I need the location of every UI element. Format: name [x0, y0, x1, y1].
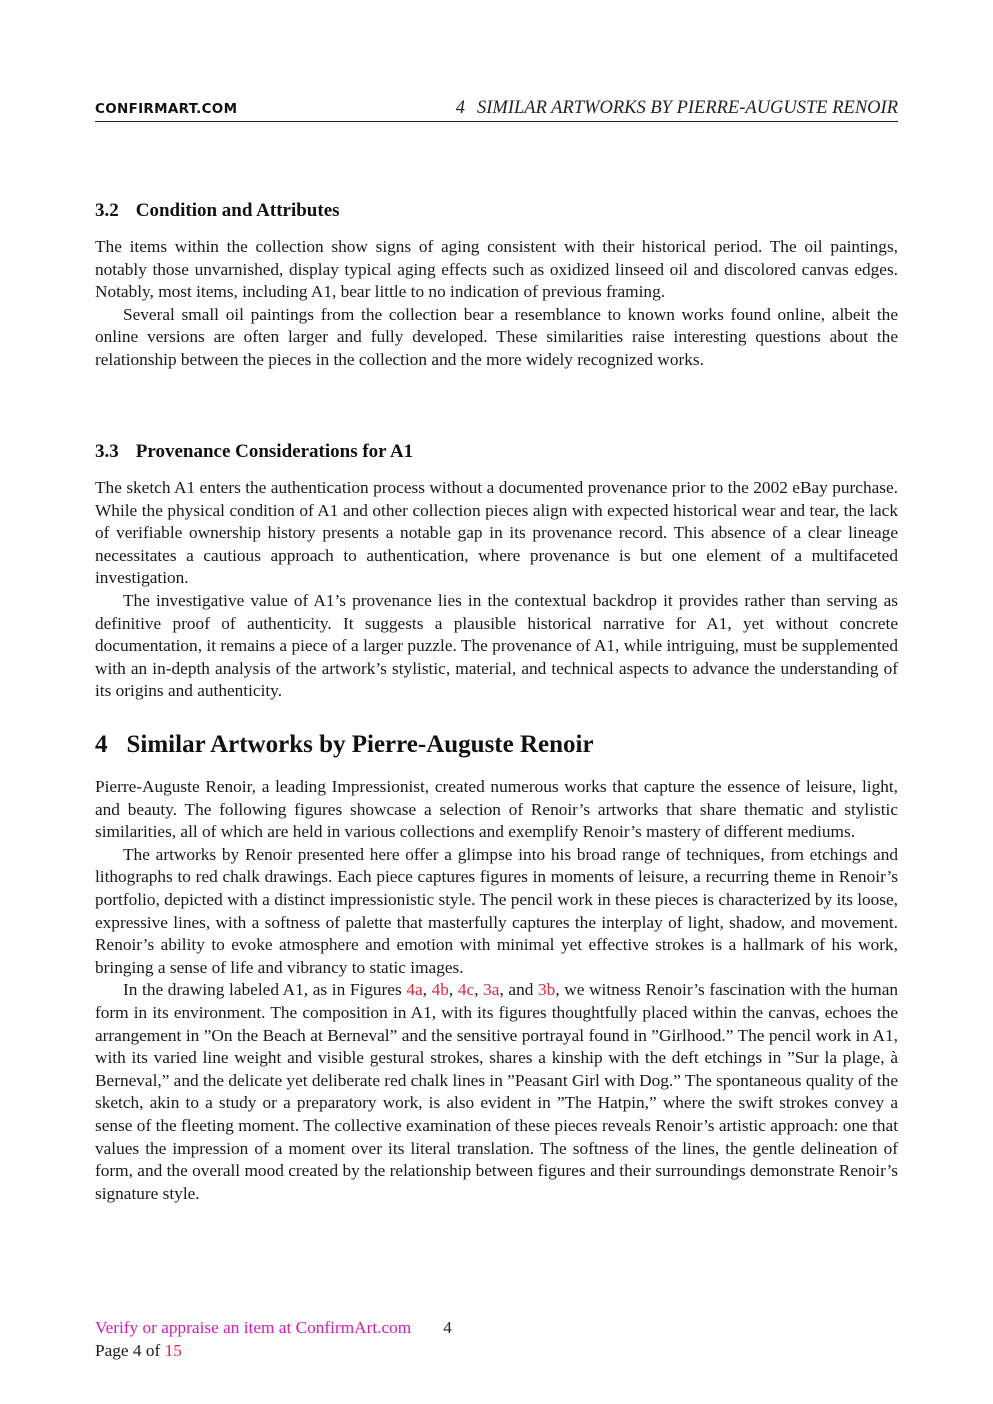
section-title: Provenance Considerations for A1 — [135, 441, 414, 462]
section-number: 3.3 — [95, 441, 119, 462]
confirmart-link[interactable]: Verify or appraise an item at ConfirmArt.com — [95, 1318, 412, 1337]
section-number: 3.2 — [95, 200, 119, 221]
figure-ref-3b[interactable]: 3b — [538, 980, 556, 1000]
brand-logo: CONFIRMART.COM — [95, 101, 238, 117]
running-header-title — [456, 98, 898, 119]
paragraph: Pierre-Auguste Renoir, a leading Impressionist, created numerous works that capture the essence of leisure, light, and beauty. The following figures showcase a selection of Renoir’s artworks that share thematic and stylistic similarities, all of which are held in various collections and exemplify Renoir’s mastery of different mediums. — [95, 777, 898, 842]
figure-ref-3a[interactable]: 3a — [483, 980, 500, 1000]
figure-ref-4c[interactable]: 4c — [457, 980, 475, 1000]
section-title: Similar Artworks by Pierre-Auguste Renoir — [126, 731, 594, 758]
section-heading — [95, 731, 898, 759]
section-3-3 — [95, 441, 898, 703]
section-heading — [95, 200, 898, 222]
paragraph: The investigative value of A1’s provenance lies in the contextual backdrop it provides rather than serving as definitive proof of authenticity. It suggests a plausible historical narrative for A1, yet without concrete documentation, it remains a piece of a larger puzzle. The provenance of A1, while intriguing, must be supplemented with an in-depth analysis of the artwork’s stylistic, material, and technical aspects to advance the understanding of its origins and authenticity. — [95, 590, 898, 701]
paragraph: Several small oil paintings from the collection bear a resemblance to known works found online, albeit the online versions are often larger and fully developed. These similarities raise interesting questions about the relationship between the pieces in the collection and the more widely recognized works. — [95, 304, 898, 369]
running-header-section-number: 4 — [455, 98, 466, 118]
section-4 — [95, 731, 898, 1205]
page-footer — [95, 1316, 898, 1362]
figure-reference-paragraph: In the drawing labeled A1, as in Figures 4a, 4b, 4c, 3a, and 3b, we witness Renoir’s fascination with the human form in its environment. The composition in A1, with its figures thoughtfully placed within the canvas, echoes the arrangement in ”On the Beach at Berneval” and the sensitive portrayal found in ”Girlhood.” The pencil work in A1, with its varied line weight and visible gestural strokes, shares a kinship with the deft etchings in ”Sur la plage, à Berneval,” and the delicate yet deliberate red chalk lines in ”Peasant Girl with Dog.” The spontaneous quality of the sketch, akin to a study or a preparatory work, is also evident in ”The Hatpin,” where the swift strokes convey a sense of the fleeting moment. The collective examination of these pieces reveals Renoir’s artistic approach: one that values the impression of a moment over its literal translation. The softness of the lines, the gentle delineation of form, and the overall mood created by the relationship between figures and their surroundings demonstrate Renoir’s signature style. — [95, 980, 899, 1203]
paragraph: The items within the collection show signs of aging consistent with their historical period. The oil paintings, notably those unvarnished, display typical aging effects such as oxidized linseed oil and discolored canvas edges. Notably, most items, including A1, bear little to no indication of previous framing. — [95, 237, 898, 302]
figure-ref-4a[interactable]: 4a — [406, 980, 423, 1000]
page-count: Page 4 of 15 — [95, 1341, 182, 1360]
section-title: Condition and Attributes — [135, 200, 340, 221]
paragraph: The sketch A1 enters the authentication process without a documented provenance prior to the 2002 eBay purchase. While the physical condition of A1 and other collection pieces align with expected historical wear and tear, the lack of verifiable ownership history presents a notable gap in its provenance record. This absence of a clear lineage necessitates a cautious approach to authentication, where provenance is but one element of a multifaceted investigation. — [95, 478, 898, 588]
running-header-section-title: SIMILAR ARTWORKS BY PIERRE-AUGUSTE RENOIR — [477, 98, 898, 118]
section-heading — [95, 441, 898, 463]
running-header — [95, 97, 898, 122]
footer-page-number: 4 — [443, 1318, 452, 1337]
total-pages-link[interactable]: 15 — [164, 1341, 182, 1360]
section-number: 4 — [95, 731, 108, 758]
figure-ref-4b[interactable]: 4b — [431, 980, 449, 1000]
section-3-2 — [95, 200, 898, 372]
paragraph: The artworks by Renoir presented here offer a glimpse into his broad range of techniques, from etchings and lithographs to red chalk drawings. Each piece captures figures in moments of leisure, a recurring theme in Renoir’s portfolio, depicted with a distinct impressionistic style. The pencil work in these pieces is characterized by its loose, expressive lines, with a softness of palette that masterfully captures the interplay of light, shadow, and movement. Renoir’s ability to evoke atmosphere and emotion with minimal yet effective strokes is a hallmark of his work, bringing a sense of life and vibrancy to static images. — [95, 844, 898, 977]
